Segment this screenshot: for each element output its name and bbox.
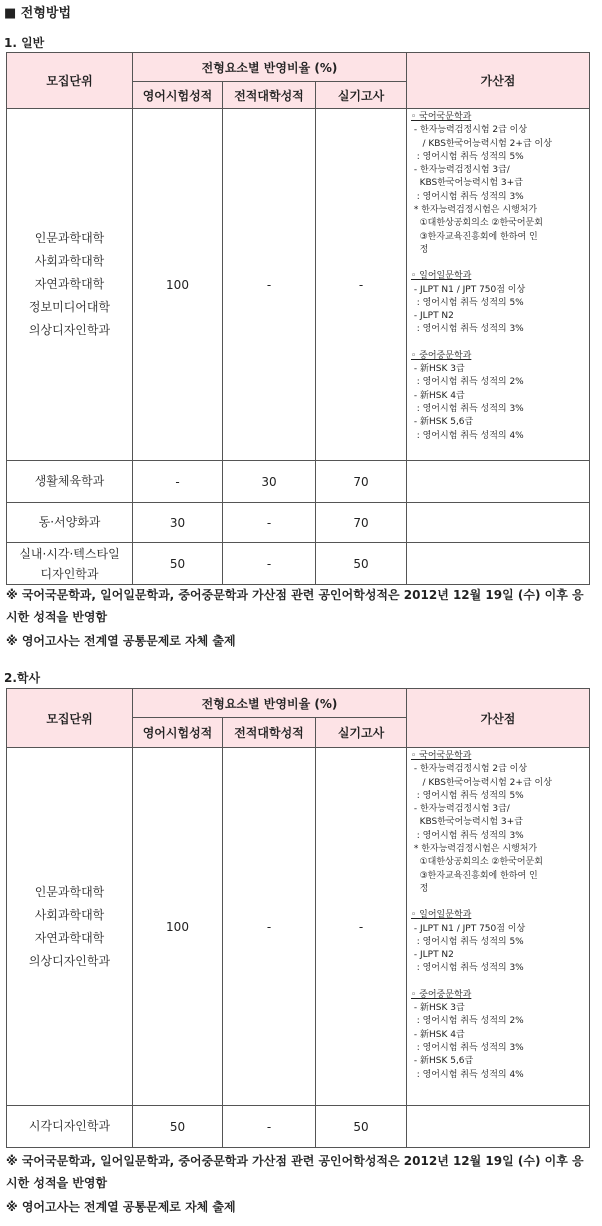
bonus-line: - JLPT N1 / JPT 750점 이상 <box>411 923 526 934</box>
bonus-line <box>411 337 587 350</box>
bonus-line: : 영어시험 취득 성적의 2% <box>411 377 524 388</box>
dept-cell <box>7 461 133 503</box>
value-cell: 70 <box>316 461 407 503</box>
bonus-line: - 新HSK 4급 <box>411 1029 465 1040</box>
bonus-line: : 영어시험 취득 성적의 3% <box>411 1042 524 1053</box>
dept-cell <box>7 503 133 543</box>
bonus-cell <box>407 748 590 1106</box>
dept-cell <box>7 109 133 461</box>
value-cell: - <box>223 503 316 543</box>
bonus-line: KBS한국어능력시험 3+급 <box>411 817 523 828</box>
header-english: 영어시험성적 <box>133 718 223 748</box>
note: ※ 영어고사는 전계열 공통문제로 자체 출제 <box>6 1200 236 1214</box>
bonus-line: - 한자능력검정시험 2급 이상 <box>411 125 528 136</box>
dept-name: 사회과학대학 <box>34 907 105 922</box>
bonus-line: : 영어시험 취득 성적의 5% <box>411 936 524 947</box>
bonus-line: ①대한상공회의소 ②한국어문회 <box>411 218 543 229</box>
header-practical: 실기고사 <box>316 82 407 109</box>
bonus-line: ①대한상공회의소 ②한국어문회 <box>411 857 543 868</box>
dept-cell <box>7 748 133 1106</box>
value-cell: - <box>223 748 316 1106</box>
header-practical: 실기고사 <box>316 718 407 748</box>
bonus-cell-empty <box>407 543 590 585</box>
bonus-line: ◦ 중어중문학과 <box>411 350 472 361</box>
bonus-line: * 한자능력검정시험은 시행처가 <box>411 844 538 855</box>
dept-cell <box>7 543 133 585</box>
dept-name: 인문과학대학 <box>34 884 105 899</box>
bonus-list <box>411 111 587 443</box>
header-prior-college: 전적대학성적 <box>223 82 316 109</box>
table-row <box>7 1106 590 1148</box>
bonus-line: KBS한국어능력시험 3+급 <box>411 178 523 189</box>
value-cell: - <box>316 748 407 1106</box>
value-cell: 50 <box>133 543 223 585</box>
bonus-line: : 영어시험 취득 성적의 3% <box>411 324 524 335</box>
bonus-line: ◦ 일어일문학과 <box>411 271 472 282</box>
bonus-line: - JLPT N1 / JPT 750점 이상 <box>411 284 526 295</box>
bonus-line: - 新HSK 5,6급 <box>411 1056 474 1067</box>
header-bonus: 가산점 <box>407 689 590 748</box>
bonus-line: : 영어시험 취득 성적의 5% <box>411 297 524 308</box>
bonus-line: - 한자능력검정시험 2급 이상 <box>411 764 528 775</box>
bonus-cell-empty <box>407 1106 590 1148</box>
bonus-line: ③한자교육진흥회에 한하여 인 <box>411 231 538 242</box>
bonus-line: : 영어시험 취득 성적의 3% <box>411 963 524 974</box>
value-cell: 30 <box>223 461 316 503</box>
dept-name: 동·서양화과 <box>38 515 101 529</box>
bonus-line: - 新HSK 4급 <box>411 390 465 401</box>
dept-cell <box>7 1106 133 1148</box>
bonus-line <box>411 976 587 989</box>
header-ratio: 전형요소별 반영비율 (%) <box>133 53 407 82</box>
bonus-line: : 영어시험 취득 성적의 5% <box>411 790 524 801</box>
dept-name: 생활체육학과 <box>34 474 105 488</box>
bonus-line: * 한자능력검정시험은 시행처가 <box>411 205 538 216</box>
bonus-cell <box>407 109 590 461</box>
dept-name: 의상디자인학과 <box>28 323 111 337</box>
bonus-list <box>411 750 587 1082</box>
dept-name: 사회과학대학 <box>34 254 105 268</box>
bonus-line: - 한자능력검정시험 3급/ <box>411 804 510 815</box>
admission-table-bachelor <box>6 688 590 1148</box>
value-cell: - <box>223 543 316 585</box>
header-unit: 모집단위 <box>7 689 133 748</box>
table-row <box>7 503 590 543</box>
dept-name: 시각디자인학과 <box>28 1119 111 1133</box>
header-unit: 모집단위 <box>7 53 133 109</box>
bonus-line: - 한자능력검정시험 3급/ <box>411 165 510 176</box>
dept-name: 정보미디어대학 <box>28 300 111 314</box>
header-english: 영어시험성적 <box>133 82 223 109</box>
bonus-line: : 영어시험 취득 성적의 3% <box>411 191 524 202</box>
note: ※ 국어국문학과, 일어일문학과, 중어중문학과 가산점 관련 공인어학성적은 2012년 12월 19일 (수) 이후 응시한 성적을 반영함 <box>6 1154 584 1190</box>
header-bonus: 가산점 <box>407 53 590 109</box>
dept-name: 의상디자인학과 <box>28 953 111 968</box>
bonus-line: - JLPT N2 <box>411 950 454 961</box>
value-cell: 50 <box>316 1106 407 1148</box>
dept-name: 자연과학대학 <box>34 930 105 945</box>
bonus-line: - 新HSK 5,6급 <box>411 417 474 428</box>
value-cell: 70 <box>316 503 407 543</box>
table-row <box>7 109 590 461</box>
bonus-line: : 영어시험 취득 성적의 4% <box>411 1069 524 1080</box>
value-cell: - <box>223 1106 316 1148</box>
dept-name: 실내·시각·텍스타일 <box>19 546 120 561</box>
header-prior-college: 전적대학성적 <box>223 718 316 748</box>
value-cell: 50 <box>316 543 407 585</box>
bonus-line <box>411 257 587 270</box>
table-row <box>7 543 590 585</box>
bonus-line: : 영어시험 취득 성적의 3% <box>411 403 524 414</box>
section-subtitle: 2.학사 <box>4 671 41 685</box>
bonus-line: - JLPT N2 <box>411 311 454 322</box>
dept-name: 인문과학대학 <box>34 231 105 245</box>
section-subtitle: 1. 일반 <box>4 36 45 50</box>
bonus-cell-empty <box>407 461 590 503</box>
value-cell: 30 <box>133 503 223 543</box>
bonus-line: 정 <box>411 244 429 255</box>
bonus-line: - 新HSK 3급 <box>411 364 465 375</box>
table-row <box>7 461 590 503</box>
bonus-line: : 영어시험 취득 성적의 4% <box>411 430 524 441</box>
note: ※ 국어국문학과, 일어일문학과, 중어중문학과 가산점 관련 공인어학성적은 2012년 12월 19일 (수) 이후 응시한 성적을 반영함 <box>6 588 584 624</box>
bonus-line: : 영어시험 취득 성적의 5% <box>411 151 524 162</box>
bonus-line: - 新HSK 3급 <box>411 1003 465 1014</box>
dept-name: 디자인학과 <box>40 566 99 581</box>
value-cell: 100 <box>133 109 223 461</box>
header-ratio: 전형요소별 반영비율 (%) <box>133 689 407 718</box>
table-row <box>7 748 590 1106</box>
bonus-line: / KBS한국어능력시험 2+급 이상 <box>411 777 552 788</box>
value-cell: - <box>133 461 223 503</box>
value-cell: 50 <box>133 1106 223 1148</box>
bonus-line: ◦ 중어중문학과 <box>411 989 472 1000</box>
bonus-line: ③한자교육진흥회에 한하여 인 <box>411 870 538 881</box>
admission-table-general <box>6 52 590 585</box>
bonus-line: : 영어시험 취득 성적의 3% <box>411 830 524 841</box>
bonus-line: 정 <box>411 883 429 894</box>
value-cell: - <box>223 109 316 461</box>
bonus-line: ◦ 국어국문학과 <box>411 112 472 122</box>
note: ※ 영어고사는 전계열 공통문제로 자체 출제 <box>6 634 236 648</box>
bonus-line: ◦ 일어일문학과 <box>411 910 472 921</box>
dept-name: 자연과학대학 <box>34 277 105 291</box>
bonus-line: ◦ 국어국문학과 <box>411 751 472 761</box>
value-cell: 100 <box>133 748 223 1106</box>
bonus-line: / KBS한국어능력시험 2+급 이상 <box>411 138 552 149</box>
bonus-line: : 영어시험 취득 성적의 2% <box>411 1016 524 1027</box>
bonus-cell-empty <box>407 503 590 543</box>
page-title: ■ 전형방법 <box>4 6 72 21</box>
bonus-line <box>411 896 587 909</box>
value-cell: - <box>316 109 407 461</box>
